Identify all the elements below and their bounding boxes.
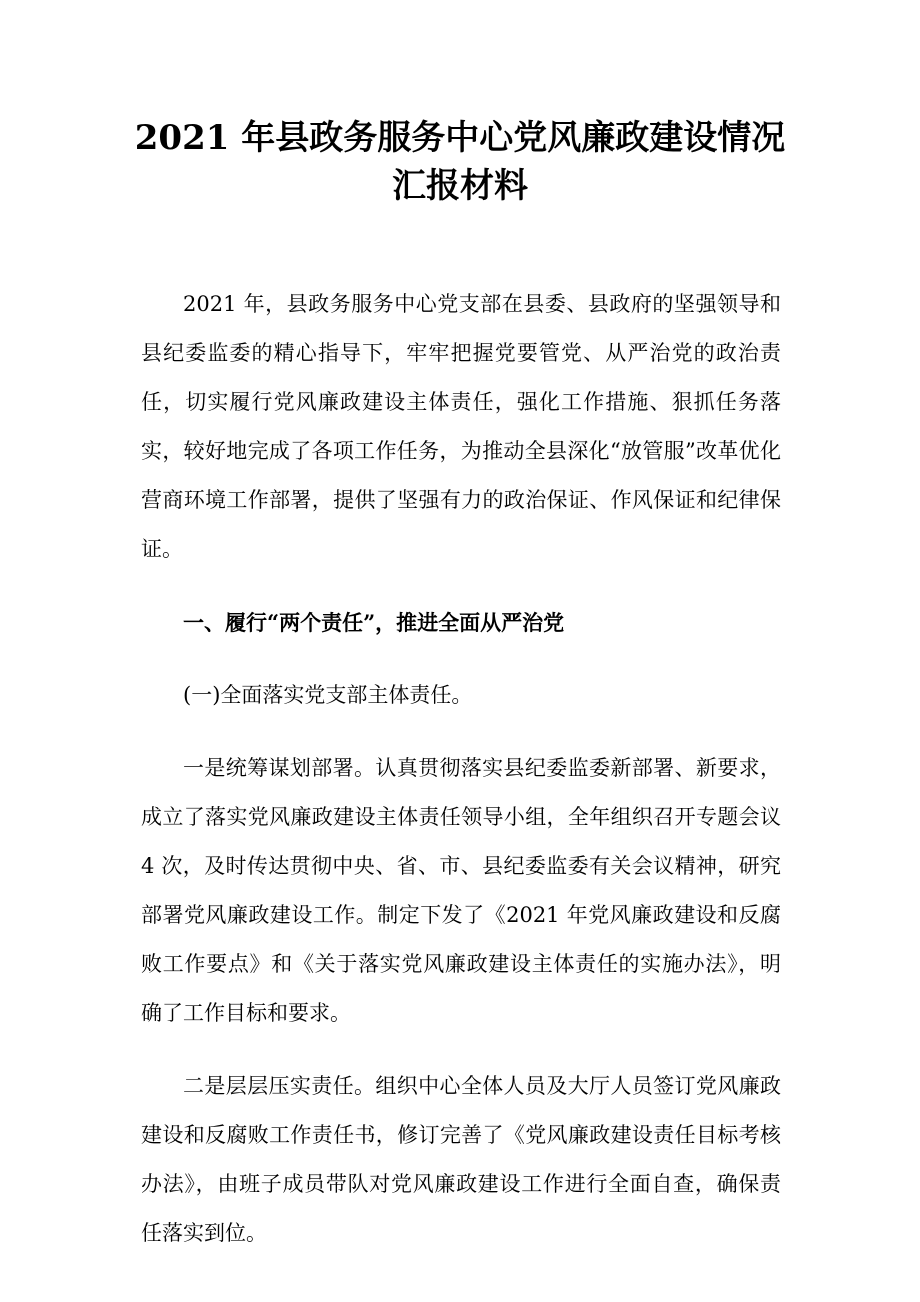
document-title-line1: 2021 年县政务服务中心党风廉政建设情况 [134, 118, 786, 158]
intro-paragraph: 2021 年，县政务服务中心党支部在县委、县政府的坚强领导和县纪委监委的精心指导下，牢牢把握党要管党、从严治党的政治责任，切实履行党风廉政建设主体责任，强化工作措施、狠抓任务落实，较好地完成了各项工作任务，为推动全县深化“放管服”改革优化营商环境工作部署，提供了坚强有力的政治保证、作风保证和纪律保证。 [141, 292, 781, 561]
subsection-heading-1: (一)全面落实党支部主体责任。 [183, 683, 473, 707]
paragraph-planning: 一是统筹谋划部署。认真贯彻落实县纪委监委新部署、新要求，成立了落实党风廉政建设主体责任领导小组，全年组织召开专题会议 4 次，及时传达贯彻中央、省、市、县纪委监委有关会议精神，研究部署党风廉政建设工作。制定下发了《2021 年党风廉政建设和反腐败工作要点》和《关于落实党风廉政建设主体责任的实施办法》，明确了工作目标和要求。 [141, 756, 781, 1025]
paragraph-responsibility: 二是层层压实责任。组织中心全体人员及大厅人员签订党风廉政建设和反腐败工作责任书，修订完善了《党风廉政建设责任目标考核办法》，由班子成员带队对党风廉政建设工作进行全面自查，确保责任落实到位。 [141, 1074, 781, 1245]
document-title-line2: 汇报材料 [392, 166, 528, 206]
section-heading-1: 一、履行“两个责任”，推进全面从严治党 [183, 610, 565, 635]
document-body [141, 280, 781, 1282]
